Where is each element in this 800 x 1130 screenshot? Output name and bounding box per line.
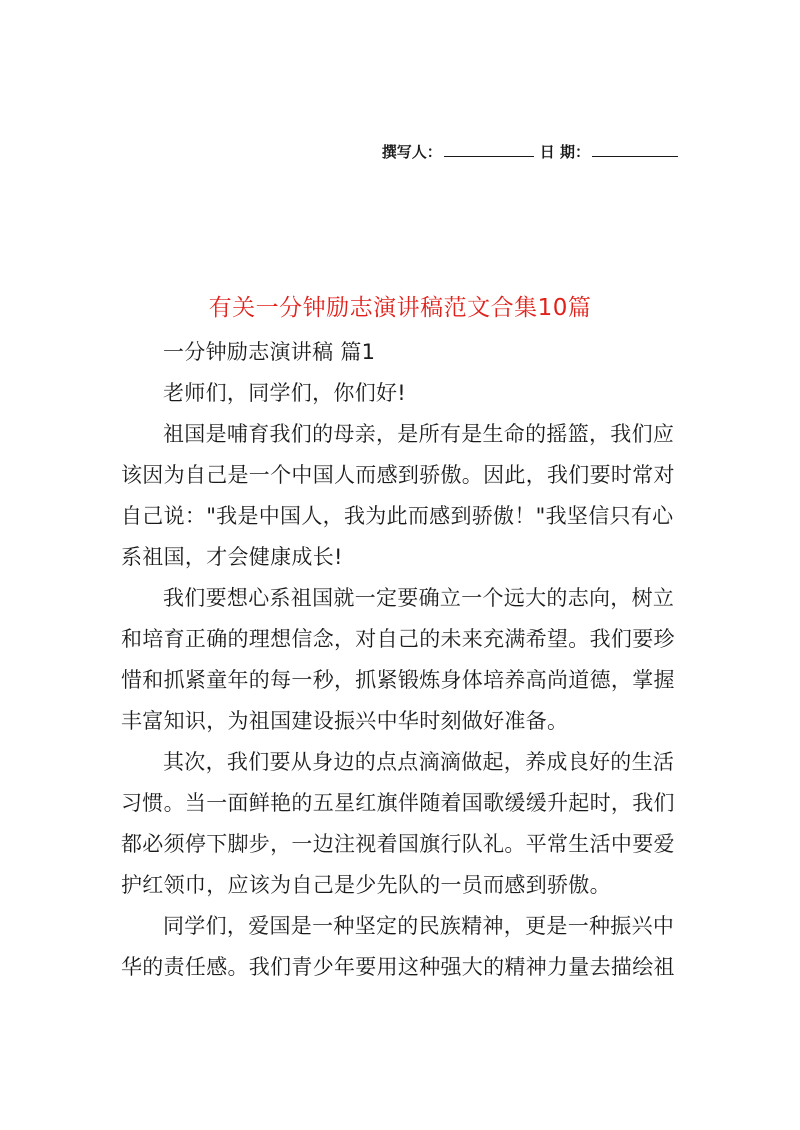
greeting: 老师们，同学们，你们好! [163,381,407,405]
author-blank-field [444,140,534,157]
author-label: 撰写人： [381,143,442,161]
document-body [121,332,681,988]
document-title: 有关一分钟励志演讲稿范文合集10篇 [208,295,592,321]
paragraph: 我们要想心系祖国就一定要确立一个远大的志向，树立和培育正确的理想信念，对自己的未来充满希望。我们要珍惜和抓紧童年的每一秒，抓紧锻炼身体培养高尚道德，掌握丰富知识，为祖国建设振兴中华时刻做好准备。 [121,586,675,733]
paragraph: 祖国是哺育我们的母亲，是所有是生命的摇篮，我们应该因为自己是一个中国人而感到骄傲。因此，我们要时常对自己说："我是中国人，我为此而感到骄傲！"我坚信只有心系祖国，才会健康成长! [121,422,675,569]
section-heading: 一分钟励志演讲稿 篇1 [163,340,376,364]
date-blank-field [592,140,678,157]
date-label: 日 期： [539,143,590,161]
document-header [382,140,680,162]
paragraph: 其次，我们要从身边的点点滴滴做起，养成良好的生活习惯。当一面鲜艳的五星红旗伴随着国歌缓缓升起时，我们都必须停下脚步，一边注视着国旗行队礼。平常生活中要爱护红领巾，应该为自己是少先队的一员而感到骄傲。 [121,750,675,897]
paragraph: 同学们，爱国是一种坚定的民族精神，更是一种振兴中华的责任感。我们青少年要用这种强大的精神力量去描绘祖 [121,914,675,979]
